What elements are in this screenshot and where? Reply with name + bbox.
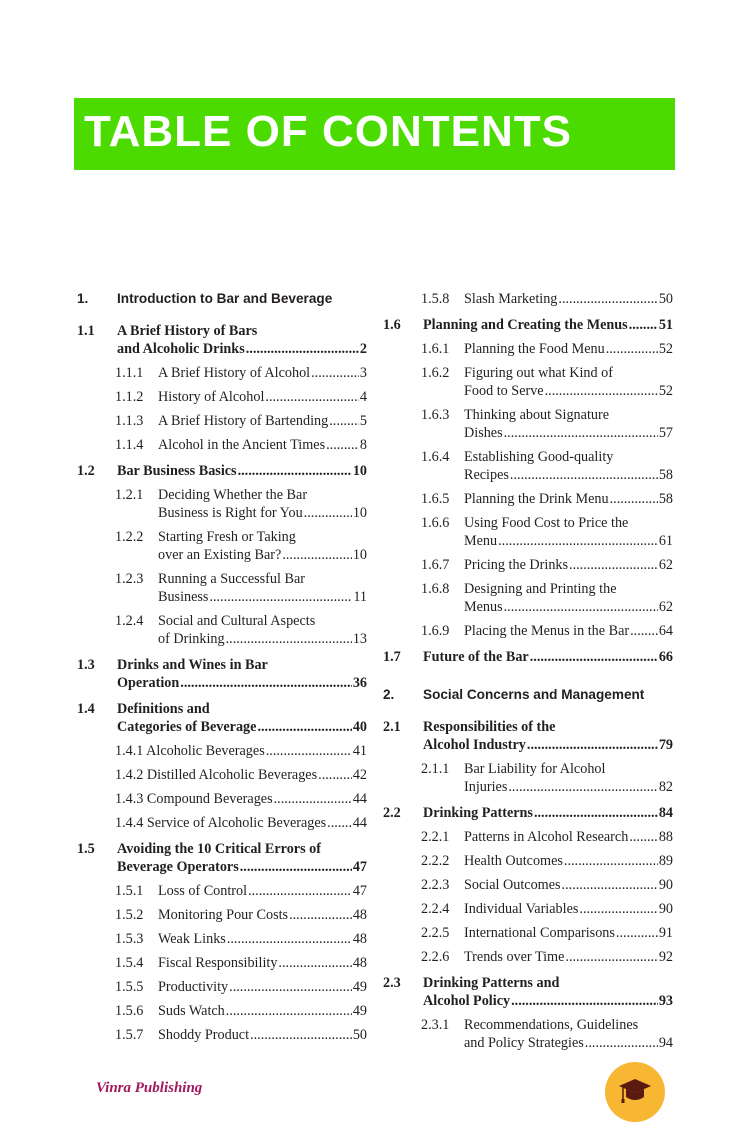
toc-entry-number: 1.5.6	[115, 1003, 144, 1019]
toc-entry-title: Alcohol Industry	[423, 737, 526, 753]
dot-leader	[511, 992, 658, 1010]
dot-leader	[180, 674, 352, 692]
toc-entry-number: 1.6.3	[421, 407, 450, 423]
toc-entry-title: Alcohol Policy	[423, 993, 511, 1009]
dot-leader	[629, 316, 658, 334]
dot-leader	[498, 532, 658, 550]
toc-entry-number: 1.6.7	[421, 557, 450, 573]
dot-leader	[266, 742, 352, 760]
toc-entry-page: 58	[658, 467, 673, 483]
toc-entry-title: Establishing Good-quality	[464, 449, 614, 465]
dot-leader	[326, 436, 359, 454]
toc-entry-number: 1.6.1	[421, 341, 450, 357]
toc-entry[interactable]	[383, 760, 673, 796]
toc-entry[interactable]	[383, 340, 673, 358]
dot-leader	[616, 924, 658, 942]
dot-leader	[250, 1026, 352, 1044]
toc-entry[interactable]	[77, 528, 367, 564]
toc-entry[interactable]	[77, 1026, 367, 1044]
toc-entry-title: Drinks and Wines in Bar	[117, 657, 268, 673]
toc-entry-number: 2.	[383, 687, 395, 702]
toc-entry[interactable]	[77, 742, 367, 760]
toc-entry[interactable]	[77, 656, 367, 692]
toc-entry-page: 44	[352, 791, 367, 807]
toc-entry-number: 1.5	[77, 841, 95, 857]
toc-entry-page: 51	[658, 317, 673, 333]
toc-entry-number: 1.5.8	[421, 291, 450, 307]
toc-entry[interactable]	[383, 876, 673, 894]
toc-entry-title: Drinking Patterns	[423, 805, 533, 821]
toc-entry-page: 82	[658, 779, 673, 795]
toc-entry-title: Future of the Bar	[423, 649, 529, 665]
toc-entry-number: 2.2.6	[421, 949, 450, 965]
dot-leader	[545, 382, 658, 400]
dot-leader	[630, 622, 658, 640]
toc-entry-number: 1.6.2	[421, 365, 450, 381]
toc-entry[interactable]	[383, 900, 673, 918]
dot-leader	[282, 546, 351, 564]
toc-entry-title: Operation	[117, 675, 180, 691]
dot-leader	[558, 290, 657, 308]
toc-entry-number: 1.5.4	[115, 955, 144, 971]
toc-entry-page: 47	[352, 883, 367, 899]
toc-entry-title: Social Concerns and Management	[423, 687, 645, 702]
toc-entry-title: Food to Serve	[464, 383, 544, 399]
toc-entry-title: Alcohol in the Ancient Times	[158, 437, 326, 453]
toc-entry-number: 2.2	[383, 805, 401, 821]
toc-entry[interactable]	[383, 556, 673, 574]
toc-entry-number: 1.1	[77, 323, 95, 339]
toc-entry-title: Individual Variables	[464, 901, 579, 917]
toc-entry[interactable]	[383, 514, 673, 550]
toc-entry-page: 90	[658, 901, 673, 917]
toc-entry-number: 1.2.4	[115, 613, 144, 629]
toc-entry-title: Menus	[464, 599, 503, 615]
toc-entry-title: Figuring out what Kind of	[464, 365, 613, 381]
toc-entry-title: Running a Successful Bar	[158, 571, 305, 587]
toc-entry[interactable]	[77, 978, 367, 996]
toc-entry-title: Planning the Drink Menu	[464, 491, 609, 507]
dot-leader	[311, 364, 359, 382]
toc-column-left	[77, 290, 367, 1044]
toc-entry-title: Trends over Time	[464, 949, 565, 965]
toc-entry[interactable]	[77, 364, 367, 382]
toc-entry-title: Slash Marketing	[464, 291, 558, 307]
toc-entry-number: 1.6.9	[421, 623, 450, 639]
toc-entry-title: Pricing the Drinks	[464, 557, 569, 573]
toc-entry[interactable]	[383, 448, 673, 484]
toc-entry-page: 3	[359, 365, 367, 381]
toc-entry-number: 1.	[77, 291, 89, 306]
dot-leader	[510, 466, 658, 484]
dot-leader	[530, 648, 658, 666]
toc-entry[interactable]	[77, 462, 367, 480]
toc-entry-number: 1.1.2	[115, 389, 144, 405]
toc-entry-number: 1.1.3	[115, 413, 144, 429]
toc-entry-number: 1.6	[383, 317, 401, 333]
toc-entry-title: 1.4.1 Alcoholic Beverages	[115, 743, 265, 759]
toc-entry-title: A Brief History of Bars	[117, 323, 258, 339]
toc-entry[interactable]	[383, 804, 673, 822]
toc-entry[interactable]	[383, 580, 673, 616]
toc-entry-title: Deciding Whether the Bar	[158, 487, 308, 503]
toc-entry[interactable]	[383, 364, 673, 400]
toc-entry-title: Designing and Printing the	[464, 581, 617, 597]
toc-entry[interactable]	[383, 948, 673, 966]
toc-entry-title: Bar Liability for Alcohol	[464, 761, 606, 777]
toc-entry-page: 92	[658, 949, 673, 965]
toc-entry[interactable]	[383, 316, 673, 334]
toc-entry-number: 2.2.4	[421, 901, 450, 917]
toc-entry-title: Fiscal Responsibility	[158, 955, 278, 971]
dot-leader	[629, 828, 658, 846]
toc-entry[interactable]	[77, 906, 367, 924]
toc-entry-title: Patterns in Alcohol Research	[464, 829, 629, 845]
toc-entry[interactable]	[77, 1002, 367, 1020]
toc-entry-title: 1.4.4 Service of Alcoholic Beverages	[115, 815, 327, 831]
toc-entry-title: Definitions and	[117, 701, 210, 717]
toc-entry-title: Categories of Beverage	[117, 719, 257, 735]
toc-entry[interactable]	[77, 436, 367, 454]
toc-entry-number: 2.3	[383, 975, 401, 991]
toc-entry-title: Responsibilities of the	[423, 719, 556, 735]
dot-leader	[564, 852, 658, 870]
toc-entry[interactable]	[77, 954, 367, 972]
toc-entry-page: 52	[658, 341, 673, 357]
toc-entry-title: Monitoring Pour Costs	[158, 907, 289, 923]
toc-entry-page: 10	[352, 547, 367, 563]
toc-entry-title: and Alcoholic Drinks	[117, 341, 245, 357]
toc-entry-page: 48	[352, 955, 367, 971]
dot-leader	[246, 340, 359, 358]
toc-entry-title: Social and Cultural Aspects	[158, 613, 316, 629]
toc-entry-number: 1.5.3	[115, 931, 144, 947]
dot-leader	[318, 766, 352, 784]
dot-leader	[240, 858, 352, 876]
dot-leader	[238, 462, 352, 480]
toc-entry-number: 1.5.5	[115, 979, 144, 995]
dot-leader	[227, 930, 352, 948]
toc-entry-title: International Comparisons	[464, 925, 615, 941]
toc-entry-page: 84	[658, 805, 673, 821]
toc-entry-title: Thinking about Signature	[464, 407, 610, 423]
toc-entry-title: over an Existing Bar?	[158, 547, 282, 563]
dot-leader	[504, 598, 658, 616]
toc-entry-title: Loss of Control	[158, 883, 248, 899]
graduation-cap-icon	[605, 1062, 665, 1122]
dot-leader	[274, 790, 352, 808]
toc-entry-title: Beverage Operators	[117, 859, 239, 875]
toc-entry-page: 5	[359, 413, 367, 429]
toc-entry-page: 8	[359, 437, 367, 453]
toc-entry-number: 1.6.4	[421, 449, 450, 465]
toc-entry[interactable]	[383, 622, 673, 640]
toc-entry-page: 62	[658, 557, 673, 573]
toc-entry-page: 2	[359, 341, 367, 357]
toc-entry-title: Dishes	[464, 425, 503, 441]
dot-leader	[508, 778, 657, 796]
toc-entry[interactable]	[77, 290, 367, 308]
toc-entry-page: 89	[658, 853, 673, 869]
toc-entry-number: 1.2.1	[115, 487, 144, 503]
toc-entry[interactable]	[77, 700, 367, 736]
toc-entry-page: 93	[658, 993, 673, 1009]
toc-entry[interactable]	[383, 852, 673, 870]
dot-leader	[579, 900, 657, 918]
toc-entry-number: 1.5.7	[115, 1027, 144, 1043]
dot-leader	[226, 630, 352, 648]
page-title: TABLE OF CONTENTS	[84, 107, 572, 156]
toc-entry[interactable]	[383, 490, 673, 508]
title-banner	[74, 98, 675, 170]
toc-entry-page: 40	[352, 719, 367, 735]
toc-entry-number: 1.1.1	[115, 365, 144, 381]
toc-entry-page: 11	[353, 589, 367, 605]
toc-entry[interactable]	[77, 814, 367, 832]
dot-leader	[562, 876, 658, 894]
toc-entry-page: 52	[658, 383, 673, 399]
toc-entry-title: Productivity	[158, 979, 229, 995]
toc-entry-title: Planning and Creating the Menus	[423, 317, 628, 333]
toc-entry[interactable]	[77, 612, 367, 648]
toc-entry[interactable]	[383, 828, 673, 846]
toc-entry-page: 62	[658, 599, 673, 615]
toc-entry-title: Business	[158, 589, 209, 605]
toc-entry-title: Starting Fresh or Taking	[158, 529, 296, 545]
toc-entry[interactable]	[77, 882, 367, 900]
toc-entry-page: 94	[658, 1035, 673, 1051]
dot-leader	[229, 978, 352, 996]
toc-entry-title: of Drinking	[158, 631, 225, 647]
toc-entry-number: 2.2.5	[421, 925, 450, 941]
toc-entry-number: 1.1.4	[115, 437, 144, 453]
toc-entry-number: 1.7	[383, 649, 401, 665]
toc-entry-page: 64	[658, 623, 673, 639]
toc-entry-title: Weak Links	[158, 931, 226, 947]
dot-leader	[585, 1034, 658, 1052]
dot-leader	[504, 424, 658, 442]
toc-entry[interactable]	[383, 924, 673, 942]
toc-entry-title: A Brief History of Bartending	[158, 413, 329, 429]
toc-entry-title: Recommendations, Guidelines	[464, 1017, 639, 1033]
toc-entry[interactable]	[77, 930, 367, 948]
toc-entry-page: 91	[658, 925, 673, 941]
toc-entry[interactable]	[77, 570, 367, 606]
dot-leader	[534, 804, 658, 822]
toc-entry-title: Placing the Menus in the Bar	[464, 623, 630, 639]
toc-entry[interactable]	[383, 648, 673, 666]
dot-leader	[304, 504, 352, 522]
toc-entry-title: Planning the Food Menu	[464, 341, 605, 357]
toc-entry-page: 58	[658, 491, 673, 507]
toc-entry-page: 47	[352, 859, 367, 875]
toc-entry-title: Menu	[464, 533, 498, 549]
toc-entry-number: 1.2	[77, 463, 95, 479]
toc-entry-page: 88	[658, 829, 673, 845]
toc-entry-title: Introduction to Bar and Beverage	[117, 291, 333, 306]
toc-entry[interactable]	[77, 486, 367, 522]
toc-entry-page: 49	[352, 1003, 367, 1019]
toc-entry-title: Avoiding the 10 Critical Errors of	[117, 841, 321, 857]
toc-entry-number: 1.3	[77, 657, 95, 673]
toc-entry[interactable]	[77, 766, 367, 784]
toc-entry-page: 49	[352, 979, 367, 995]
dot-leader	[289, 906, 352, 924]
toc-entry-page: 4	[359, 389, 367, 405]
dot-leader	[265, 388, 359, 406]
dot-leader	[327, 814, 352, 832]
toc-entry-title: Suds Watch	[158, 1003, 225, 1019]
toc-entry[interactable]	[77, 388, 367, 406]
toc-entry-page: 42	[352, 767, 367, 783]
toc-entry-number: 2.1.1	[421, 761, 450, 777]
toc-entry[interactable]	[383, 1016, 673, 1052]
toc-entry-page: 48	[352, 931, 367, 947]
dot-leader	[527, 736, 658, 754]
dot-leader	[606, 340, 658, 358]
dot-leader	[257, 718, 351, 736]
toc-entry-number: 1.4	[77, 701, 95, 717]
toc-entry-number: 2.3.1	[421, 1017, 450, 1033]
toc-entry-title: Health Outcomes	[464, 853, 563, 869]
toc-entry-number: 1.5.1	[115, 883, 144, 899]
dot-leader	[569, 556, 658, 574]
toc-column-right	[383, 290, 673, 1052]
toc-entry-number: 1.5.2	[115, 907, 144, 923]
toc-entry-page: 10	[352, 505, 367, 521]
toc-entry-number: 2.1	[383, 719, 401, 735]
toc-entry-page: 50	[658, 291, 673, 307]
dot-leader	[278, 954, 351, 972]
dot-leader	[610, 490, 658, 508]
toc-entry-title: A Brief History of Alcohol	[158, 365, 311, 381]
dot-leader	[226, 1002, 352, 1020]
toc-entry-title: Drinking Patterns and	[423, 975, 560, 991]
toc-entry[interactable]	[383, 974, 673, 1010]
toc-entry-number: 2.2.1	[421, 829, 450, 845]
toc-entry-page: 48	[352, 907, 367, 923]
toc-entry-title: Social Outcomes	[464, 877, 561, 893]
toc-entry-title: 1.4.2 Distilled Alcoholic Beverages	[115, 767, 318, 783]
toc-entry-number: 2.2.2	[421, 853, 450, 869]
toc-entry-page: 10	[352, 463, 367, 479]
toc-entry[interactable]	[77, 790, 367, 808]
toc-entry-number: 1.2.2	[115, 529, 144, 545]
toc-entry-page: 79	[658, 737, 673, 753]
toc-entry-title: Bar Business Basics	[117, 463, 237, 479]
toc-entry-page: 61	[658, 533, 673, 549]
toc-entry-title: Business is Right for You	[158, 505, 303, 521]
dot-leader	[248, 882, 352, 900]
toc-entry-number: 1.6.6	[421, 515, 450, 531]
toc-entry-title: Using Food Cost to Price the	[464, 515, 629, 531]
toc-entry-page: 13	[352, 631, 367, 647]
dot-leader	[209, 588, 352, 606]
toc-entry[interactable]	[383, 290, 673, 308]
toc-entry[interactable]	[77, 840, 367, 876]
toc-entry-page: 41	[352, 743, 367, 759]
toc-entry-title: 1.4.3 Compound Beverages	[115, 791, 273, 807]
toc-entry[interactable]	[383, 686, 673, 704]
toc-entry-page: 36	[352, 675, 367, 691]
toc-entry-title: Recipes	[464, 467, 509, 483]
toc-entry-number: 1.6.8	[421, 581, 450, 597]
toc-entry[interactable]	[383, 718, 673, 754]
toc-entry-number: 1.2.3	[115, 571, 144, 587]
toc-entry-number: 1.6.5	[421, 491, 450, 507]
toc-entry-page: 57	[658, 425, 673, 441]
dot-leader	[329, 412, 359, 430]
toc-entry-page: 50	[352, 1027, 367, 1043]
toc-entry-title: Shoddy Product	[158, 1027, 250, 1043]
dot-leader	[565, 948, 657, 966]
toc-entry-page: 44	[352, 815, 367, 831]
toc-entry[interactable]	[77, 322, 367, 358]
toc-entry-page: 66	[658, 649, 673, 665]
toc-entry-title: History of Alcohol	[158, 389, 265, 405]
toc-entry[interactable]	[383, 406, 673, 442]
publisher-name: Vinra Publishing	[96, 1080, 203, 1096]
toc-entry-title: and Policy Strategies	[464, 1035, 584, 1051]
toc-entry-number: 2.2.3	[421, 877, 450, 893]
toc-entry-title: Injuries	[464, 779, 508, 795]
toc-entry-page: 90	[658, 877, 673, 893]
toc-entry[interactable]	[77, 412, 367, 430]
